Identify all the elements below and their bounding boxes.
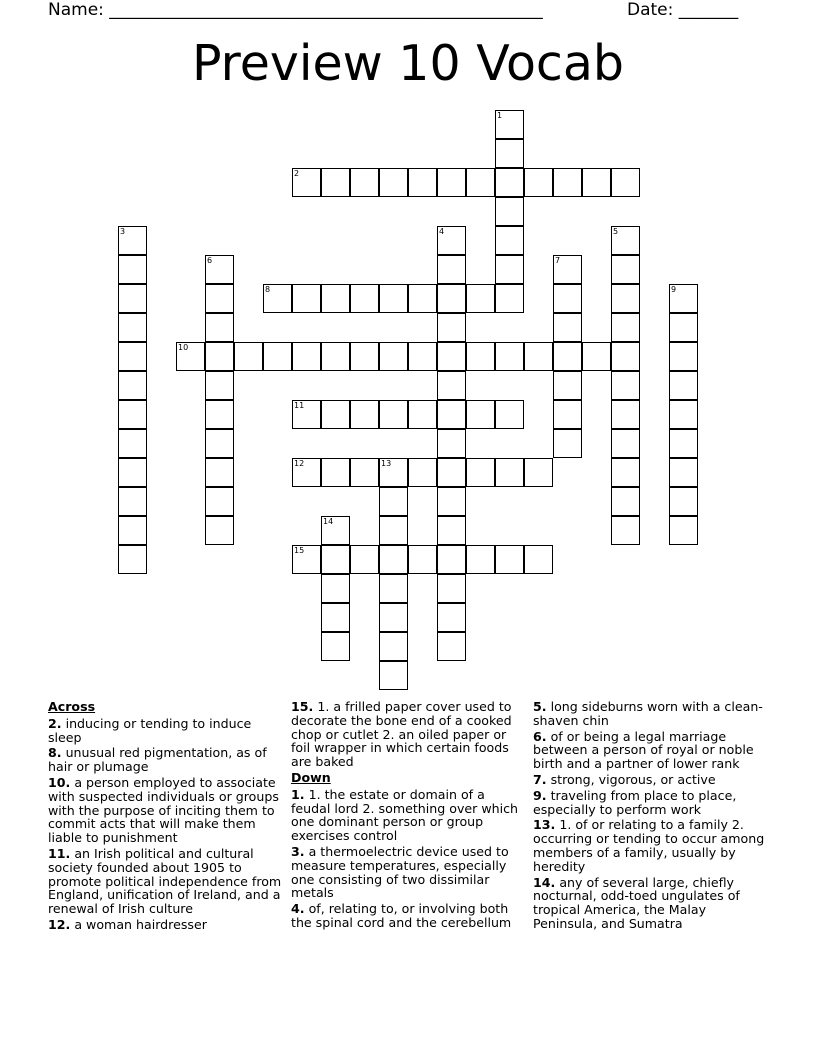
grid-cell[interactable] [118,429,147,458]
grid-cell[interactable] [669,458,698,487]
cell-number: 14 [323,517,334,526]
cell-number: 9 [671,285,677,294]
grid-cell[interactable] [466,545,495,574]
grid-cell[interactable] [292,458,321,487]
clue-across-15: 15. 1. a frilled paper cover used to decorate the bone end of a cooked chop or cutlet 2. an oiled paper or foil wrapper in which certain foods are baked [291,699,512,770]
grid-cell[interactable] [321,284,350,313]
grid-cell[interactable] [321,458,350,487]
grid-cell[interactable] [379,400,408,429]
grid-cell[interactable] [669,400,698,429]
grid-cell[interactable] [118,342,147,371]
grid-cell[interactable] [205,371,234,400]
grid-cell[interactable] [350,342,379,371]
grid-cell[interactable] [408,168,437,197]
grid-cell[interactable] [669,313,698,342]
grid-cell[interactable] [611,458,640,487]
grid-cell[interactable] [379,632,408,661]
grid-cell[interactable] [292,400,321,429]
grid-cell[interactable] [379,342,408,371]
grid-cell[interactable] [669,429,698,458]
grid-cell[interactable] [611,168,640,197]
grid-cell[interactable] [495,110,524,139]
grid-cell[interactable] [205,429,234,458]
grid-cell[interactable] [524,545,553,574]
grid-cell[interactable] [379,661,408,690]
grid-cell[interactable] [437,342,466,371]
grid-cell[interactable] [205,284,234,313]
grid-cell[interactable] [553,400,582,429]
grid-cell[interactable] [495,342,524,371]
grid-cell[interactable] [118,226,147,255]
grid-cell[interactable] [118,516,147,545]
grid-cell[interactable] [437,603,466,632]
grid-cell[interactable] [553,371,582,400]
grid-cell[interactable] [350,168,379,197]
grid-cell[interactable] [263,342,292,371]
cell-number: 5 [613,227,619,236]
grid-cell[interactable] [495,400,524,429]
grid-cell[interactable] [118,313,147,342]
grid-cell[interactable] [321,342,350,371]
grid-cell[interactable] [176,342,205,371]
grid-cell[interactable] [437,632,466,661]
clue-down-13: 13. 1. of or relating to a family 2. occurring or tending to occur among members of a family, usually by heredity [533,817,765,874]
grid-cell[interactable] [495,226,524,255]
grid-cell[interactable] [437,371,466,400]
grid-cell[interactable] [669,342,698,371]
clue-down-6: 6. of or being a legal marriage between a person of royal or noble birth and a partner of lower rank [533,728,754,772]
grid-cell[interactable] [379,168,408,197]
grid-cell[interactable] [611,313,640,342]
clue-down-7: 7. strong, vigorous, or active [533,771,716,787]
clue-across-10: 10. a person employed to associate with suspected individuals or groups with the purpose of inciting them to commit acts that will make them liable to punishment [48,774,279,846]
grid-cell[interactable] [524,458,553,487]
cell-number: 3 [120,227,126,236]
clue-down-9: 9. traveling from place to place, especially to perform work [533,787,737,817]
grid-cell[interactable] [379,603,408,632]
grid-cell[interactable] [495,168,524,197]
grid-cell[interactable] [350,284,379,313]
grid-cell[interactable] [205,342,234,371]
grid-cell[interactable] [466,284,495,313]
clue-down-5: 5. long sideburns worn with a clean-shaven chin [533,699,763,728]
cell-number: 1 [497,111,503,120]
date-blank[interactable]: _______ [678,0,739,20]
grid-cell[interactable] [408,458,437,487]
grid-cell[interactable] [611,400,640,429]
cell-number: 8 [265,285,271,294]
grid-cell[interactable] [350,458,379,487]
clue-across-8: 8. unusual red pigmentation, as of hair or plumage [48,745,267,775]
grid-cell[interactable] [437,516,466,545]
grid-cell[interactable] [321,603,350,632]
grid-cell[interactable] [379,545,408,574]
grid-cell[interactable] [524,168,553,197]
grid-cell[interactable] [118,545,147,574]
grid-cell[interactable] [495,197,524,226]
cell-number: 4 [439,227,445,236]
grid-cell[interactable] [524,342,553,371]
name-label: Name: [48,0,104,20]
grid-cell[interactable] [611,284,640,313]
grid-cell[interactable] [118,255,147,284]
grid-cell[interactable] [466,458,495,487]
grid-cell[interactable] [495,284,524,313]
grid-cell[interactable] [437,168,466,197]
grid-cell[interactable] [379,516,408,545]
grid-cell[interactable] [292,168,321,197]
grid-cell[interactable] [263,284,292,313]
clue-down-1: 1. 1. the estate or domain of a feudal lord 2. something over which one dominant person or group exercises control [291,786,519,844]
name-blank[interactable]: ___________________________________________________ [109,0,543,20]
grid-cell[interactable] [437,487,466,516]
grid-cell[interactable] [292,545,321,574]
grid-cell[interactable] [495,545,524,574]
grid-cell[interactable] [408,400,437,429]
grid-cell[interactable] [408,545,437,574]
grid-cell[interactable] [437,429,466,458]
grid-cell[interactable] [321,545,350,574]
grid-cell[interactable] [611,371,640,400]
grid-cell[interactable] [437,458,466,487]
grid-cell[interactable] [669,487,698,516]
grid-cell[interactable] [437,400,466,429]
clues-column-1 [48,700,282,934]
grid-cell[interactable] [553,429,582,458]
grid-cell[interactable] [205,458,234,487]
grid-cell[interactable] [495,139,524,168]
grid-cell[interactable] [350,545,379,574]
grid-cell[interactable] [553,342,582,371]
across-heading: Across [48,699,96,714]
grid-cell[interactable] [205,516,234,545]
grid-cell[interactable] [408,284,437,313]
grid-cell[interactable] [205,487,234,516]
grid-cell[interactable] [611,226,640,255]
date-label: Date: [627,0,674,20]
clues-column-2 [291,700,523,932]
grid-cell[interactable] [553,284,582,313]
grid-cell[interactable] [205,400,234,429]
grid-cell[interactable] [321,516,350,545]
grid-cell[interactable] [437,313,466,342]
grid-cell[interactable] [118,458,147,487]
clue-across-11: 11. an Irish political and cultural society founded about 1905 to promote political independence from England, unification of Ireland, and a renewal of Irish culture [48,845,282,917]
clue-across-12: 12. a woman hairdresser [48,916,207,932]
cell-number: 10 [178,343,189,352]
grid-cell[interactable] [379,574,408,603]
grid-cell[interactable] [118,400,147,429]
grid-cell[interactable] [234,342,263,371]
cell-number: 15 [294,546,305,555]
grid-cell[interactable] [321,632,350,661]
clues-column-3 [533,700,769,933]
grid-cell[interactable] [292,284,321,313]
grid-cell[interactable] [466,400,495,429]
grid-cell[interactable] [669,516,698,545]
grid-cell[interactable] [553,313,582,342]
grid-cell[interactable] [495,458,524,487]
cell-number: 2 [294,169,300,178]
grid-cell[interactable] [466,342,495,371]
grid-cell[interactable] [205,255,234,284]
grid-cell[interactable] [582,168,611,197]
grid-cell[interactable] [611,487,640,516]
cell-number: 12 [294,459,305,468]
grid-cell[interactable] [669,371,698,400]
clue-down-3: 3. a thermoelectric device used to measure temperatures, especially one consisting of two dissimilar metals [291,843,509,901]
grid-cell[interactable] [408,342,437,371]
clue-down-14: 14. any of several large, chiefly nocturnal, odd-toed ungulates of tropical America, the Malay Peninsula, and Sumatra [533,874,740,931]
grid-cell[interactable] [553,255,582,284]
grid-cell[interactable] [350,400,379,429]
grid-cell[interactable] [379,487,408,516]
grid-cell[interactable] [437,284,466,313]
grid-cell[interactable] [437,574,466,603]
cell-number: 13 [381,459,392,468]
grid-cell[interactable] [379,284,408,313]
grid-cell[interactable] [495,255,524,284]
grid-cell[interactable] [205,313,234,342]
grid-cell[interactable] [437,226,466,255]
grid-cell[interactable] [321,574,350,603]
grid-cell[interactable] [437,545,466,574]
grid-cell[interactable] [118,487,147,516]
grid-cell[interactable] [466,168,495,197]
grid-cell[interactable] [118,284,147,313]
grid-cell[interactable] [669,284,698,313]
grid-cell[interactable] [582,342,611,371]
clue-across-2: 2. inducing or tending to induce sleep [48,715,252,745]
grid-cell[interactable] [553,168,582,197]
grid-cell[interactable] [611,516,640,545]
grid-cell[interactable] [611,255,640,284]
down-heading: Down [291,769,331,785]
grid-cell[interactable] [321,168,350,197]
clue-down-4: 4. of, relating to, or involving both the spinal cord and the cerebellum [291,901,512,930]
page-title: Preview 10 Vocab [191,35,624,92]
cell-number: 11 [294,401,305,410]
cell-number: 6 [207,256,213,265]
grid-cell[interactable] [379,458,408,487]
grid-cell[interactable] [437,255,466,284]
grid-cell[interactable] [611,342,640,371]
cell-number: 7 [555,256,561,265]
grid-cell[interactable] [611,429,640,458]
grid-cell[interactable] [321,400,350,429]
grid-cell[interactable] [118,371,147,400]
grid-cell[interactable] [292,342,321,371]
